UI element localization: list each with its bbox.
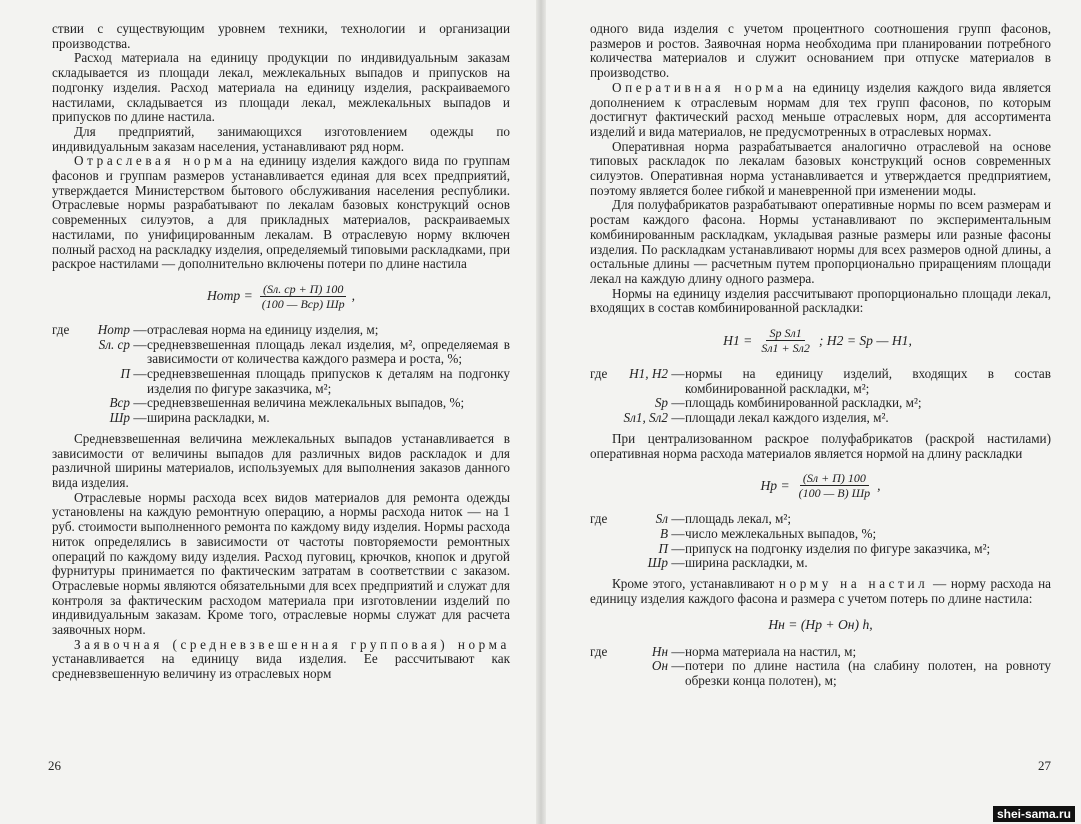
- left-page: [0, 0, 540, 824]
- where-label: где: [590, 511, 608, 527]
- definition-text: средневзвешенная величина межлекальных выпадов, %;: [147, 395, 465, 411]
- definition-text: потери по длине настила (на слабину полотен, на ровноту обрезки конца полотен), м;: [685, 658, 1051, 688]
- definition-text: средневзвешенная площадь припусков к деталям на подгонку изделия по фигуре заказчика, м²;: [147, 366, 510, 396]
- definition-symbol: B: [659, 525, 668, 541]
- where-label: где: [52, 321, 70, 337]
- definition-item: Sр — площадь комбинированной раскладки, м²;: [590, 396, 1051, 411]
- paragraph: [52, 154, 510, 272]
- formula-tail: ; H2 = Sр — H1,: [818, 332, 912, 348]
- definition-text: число межлекальных выпадов, %;: [685, 525, 877, 541]
- definition-text: площадь комбинированной раскладки, м²;: [685, 395, 922, 411]
- definition-item: где Sл — площадь лекал, м²;: [590, 512, 1051, 527]
- definition-text: ширина раскладки, м.: [685, 555, 808, 571]
- definition-symbol: H1, H2: [629, 366, 668, 382]
- fraction-numerator: (Sл + П) 100: [800, 471, 869, 486]
- paragraph-text: на единицу изделия каждого вида по группам фасонов и группам размеров устанавливается единая для всех предприятий, утверждается Министерством бытового обслуживания населения республики. Отраслевые нормы разрабатывают по лекалам базовых конструкций основ современных силуэтов, а для прикладных материалов, раскраиваемых настилами, по унифицированным лекалам. В отраслевую норму включен полный расход на раскладку изделия, определяемый типовыми раскладками, при раскрое настилами — дополнительно включены потери по длине настила: [52, 153, 511, 272]
- spaced-term: Оперативная норма: [612, 79, 787, 95]
- definition-text: припуск на подгонку изделия по фигуре заказчика, м²;: [685, 540, 991, 556]
- definition-item: Шр — ширина раскладки, м.: [590, 556, 1051, 571]
- definition-text: ширина раскладки, м.: [147, 410, 270, 426]
- paragraph: ствии с существующим уровнем техники, технологии и организации производства.: [52, 21, 510, 51]
- paragraph-text: Кроме этого, устанавливают: [612, 576, 775, 592]
- fraction-numerator: (Sл. ср + П) 100: [260, 282, 346, 297]
- fraction-numerator: Sр Sл1: [766, 326, 804, 341]
- formula-nastil: [590, 617, 1051, 633]
- paragraph: Отраслевые нормы расхода всех видов материалов для ремонта одежды установлены на каждую ремонтную операцию, а нормы расхода ниток — на 1 руб. стоимости выполненного ремонта по каждому виду изделия. Нормы расхода ниток определялись в зависимости от частоты повторяемости ремонтных операций по каждому виду изделия. Расход пуговиц, крючков, кнопок и другой фурнитуры принимается по фактическим затратам в соответствии с заказом. Отраслевые нормы являются обязательными для всех предприятий и служат для контроля за фактическим расходом материала при изготовлении изделий по индивидуальным заказам. Кроме того, отраслевые нормы служат для расчета заявочных норм.: [52, 489, 510, 638]
- definition-text: площади лекал каждого изделия, м².: [685, 410, 889, 426]
- formula-tail: ,: [351, 288, 356, 304]
- definition-item: Sл. ср — средневзвешенная площадь лекал изделия, м², определяемая в зависимости от количества каждого размера и роста, %;: [52, 338, 510, 367]
- definition-symbol: П: [658, 540, 668, 556]
- definition-symbol: Sл: [655, 511, 668, 527]
- paragraph: Оперативная норма разрабатывается аналогично отраслевой на основе типовых раскладок по лекалам базовых конструкций основ современных силуэтов. Оперативная норма устанавливается и утверждается предприятием, поэтому является более гибкой и маневренной при изменении моды.: [590, 138, 1051, 198]
- paragraph: [590, 81, 1051, 140]
- where-label: где: [590, 366, 608, 382]
- definition-item: B — число межлекальных выпадов, %;: [590, 527, 1051, 542]
- formula-line: Hн = (Hр + Oн) h,: [768, 616, 873, 632]
- spaced-term: норму на настил: [778, 576, 929, 592]
- definition-symbol: Bср: [109, 395, 130, 411]
- definition-symbol: П: [120, 366, 130, 382]
- definition-item: П — средневзвешенная площадь припусков к деталям на подгонку изделия по фигуре заказчика, м²;: [52, 367, 510, 396]
- definition-item: Bср — средневзвешенная величина межлекальных выпадов, %;: [52, 396, 510, 411]
- fraction: [758, 326, 813, 355]
- right-page: [540, 0, 1081, 824]
- spaced-term: Отраслевая норма: [74, 153, 236, 169]
- site-watermark: shei-sama.ru: [993, 806, 1075, 822]
- fraction-denominator: (100 — Bср) Шр: [261, 296, 345, 311]
- paragraph: Для предприятий, занимающихся изготовлением одежды по индивидуальным заказам населения, устанавливают ряд норм.: [52, 123, 510, 154]
- definition-text: средневзвешенная площадь лекал изделия, м², определяемая в зависимости от количества каждого размера и роста, %;: [147, 336, 510, 367]
- paragraph-text: — норму расхода на единицу изделия каждого фасона и размера с учетом потерь по длине настила:: [590, 576, 1052, 606]
- paragraph: Нормы на единицу изделия рассчитывают пропорционально площади лекал, входящих в состав комбинированной раскладки:: [590, 285, 1051, 316]
- formula-lhs: Hр =: [760, 477, 790, 493]
- definition-text: норма материала на настил, м;: [685, 643, 857, 659]
- definition-text: площадь лекал, м²;: [685, 511, 792, 527]
- formula-lhs: Hотр =: [206, 288, 253, 304]
- page-number: 27: [1038, 758, 1051, 773]
- definition-item: где Hн — норма материала на настил, м;: [590, 645, 1051, 660]
- paragraph: Средневзвешенная величина межлекальных выпадов устанавливается в зависимости от величины выпадов для различных видов раскладок и для различной ширины материалов, используемых для выполнения заказов данного вида изделия.: [52, 430, 510, 490]
- fraction: [796, 471, 874, 500]
- paragraph: [52, 638, 510, 682]
- definition-item: Oн — потери по длине настила (на слабину полотен, на ровноту обрезки конца полотен), м;: [590, 659, 1051, 688]
- definition-symbol: Hотр: [97, 321, 130, 337]
- fraction-denominator: (100 — B) Шр: [798, 486, 871, 501]
- definition-symbol: Шр: [109, 410, 130, 426]
- definition-item: П — припуск на подгонку изделия по фигуре заказчика, м²;: [590, 542, 1051, 557]
- definition-item: где Hотр — отраслевая норма на единицу изделия, м;: [52, 323, 510, 338]
- definition-text: отраслевая норма на единицу изделия, м;: [147, 321, 379, 337]
- definitions-list: [590, 512, 1051, 571]
- paragraph: одного вида изделия с учетом процентного соотношения групп фасонов, размеров и ростов. Заявочная норма необходима при планировании потребного количества материалов и служит основанием при отпуске материалов в производство.: [590, 21, 1051, 81]
- page-number: 26: [48, 758, 61, 773]
- definition-symbol: Sл. ср: [98, 336, 130, 352]
- formula-combined: [590, 326, 1051, 355]
- fraction: [259, 282, 348, 311]
- where-label: где: [590, 643, 608, 659]
- paragraph-text: устанавливается на единицу вида изделия. Ее рассчитывают как средневзвешенную величину из отраслевых норм: [52, 651, 510, 682]
- definitions-list: [590, 645, 1051, 689]
- definition-symbol: Sл1, Sл2: [623, 410, 668, 426]
- formula-tail: ,: [877, 477, 881, 493]
- definition-symbol: Sр: [654, 395, 668, 411]
- formula-otraslevaya: [52, 282, 510, 311]
- formula-raskladka: [590, 471, 1051, 500]
- definition-symbol: Шр: [647, 555, 668, 571]
- paragraph: Для полуфабрикатов разрабатывают оперативные нормы по всем размерам и ростам каждого фасона. Нормы устанавливают по экспериментальным комбинированным раскладкам, укладывая разные размеры или разные фасоны изделия. По раскладкам устанавливают нормы для всех размеров одной длины, а остальные длины — расчетным путем пропорционально приращениям площади лекал на каждую длину одного размера.: [590, 197, 1051, 286]
- spaced-term: Заявочная (средневзвешенная групповая) норма: [74, 636, 510, 652]
- paragraph: Расход материала на единицу продукции по индивидуальным заказам складывается из площади лекал, межлекальных выпадов и припусков на подгонку изделия. Расход материала на единицу изделия, раскраиваемого настилами, складывается из площади лекал, межлекальных выпадов и припусков по длине настила.: [52, 50, 510, 125]
- definitions-list: [590, 367, 1051, 426]
- paragraph: [590, 577, 1051, 606]
- definition-item: где H1, H2 — нормы на единицу изделий, входящих в состав комбинированной раскладки, м²;: [590, 366, 1051, 396]
- paragraph-text: на единицу изделия каждого вида является дополнением к отраслевым нормам для тех групп фасонов, по которым достигнут фактический расход меньше отраслевых норм, для ассортимента изделий и вида материалов, не предусмотренных в отраслевых нормах.: [590, 79, 1051, 139]
- fraction-denominator: Sл1 + Sл2: [761, 341, 810, 356]
- definition-item: Sл1, Sл2 — площади лекал каждого изделия, м².: [590, 411, 1051, 426]
- definitions-list: [52, 323, 510, 426]
- definition-text: нормы на единицу изделий, входящих в состав комбинированной раскладки, м²;: [685, 366, 1051, 396]
- paragraph: При централизованном раскрое полуфабрикатов (раскрой настилами) оперативная норма расхода материалов является нормой на длину раскладки: [590, 430, 1051, 461]
- definition-symbol: Oн: [651, 658, 668, 674]
- definition-symbol: Hн: [651, 643, 668, 659]
- definition-item: Шр — ширина раскладки, м.: [52, 411, 510, 426]
- formula-lhs: H1 =: [723, 332, 753, 348]
